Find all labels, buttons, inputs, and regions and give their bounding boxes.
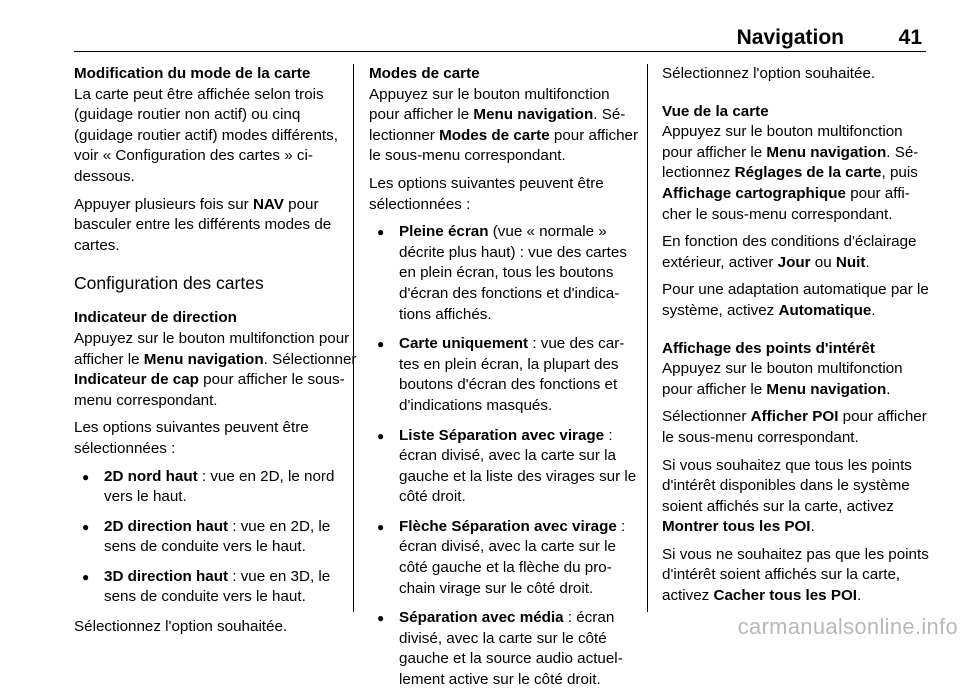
paragraph-options-intro: Les options suivantes peuvent être sélectionnées :	[74, 419, 309, 457]
paragraph-poi-hide-all: Si vous ne souhaitez pas que les points d'intérêt soient affichés sur la carte, activez Cacher tous les POI.	[662, 545, 929, 605]
page-header	[74, 0, 926, 52]
paragraph-day-night: En fonction des conditions d'éclairage extérieur, activer Jour ou Nuit.	[662, 233, 917, 271]
column-1	[74, 64, 358, 645]
paragraph-poi-select: Sélectionner Afficher POI pour afficher le sous-menu correspondant.	[662, 408, 927, 446]
column-2	[369, 64, 639, 700]
list-item: ● Flèche Séparation avec virage : écran divisé, avec la carte sur le côté gauche et la flèche du prochain virage sur le côté droit.	[369, 517, 639, 599]
paragraph-map-view: Appuyez sur le bouton multifonction pour afficher le Menu navigation. Sélectionnez Réglages de la carte, puis Affichage cartographique pour afficher le sous-menu correspondant.	[662, 123, 919, 223]
paragraph-options-intro: Les options suivantes peuvent être sélectionnées :	[369, 174, 604, 213]
paragraph-poi-menu: Appuyez sur le bouton multifonction pour afficher le Menu navigation.	[662, 360, 903, 398]
paragraph-map-modes: Appuyez sur le bouton multifonction pour afficher le Menu navigation. Sélectionner Modes de carte pour afficher le sous-menu correspondant.	[369, 85, 639, 165]
list-item: ● Carte uniquement : vue des cartes en plein écran, la plupart des boutons d'écran des fonctions et d'indications masqués.	[369, 334, 639, 416]
header-title: Navigation	[736, 26, 844, 49]
column-3	[662, 64, 932, 614]
heading-direction-indicator: Indicateur de direction	[74, 309, 237, 327]
heading-map-view: Vue de la carte	[662, 102, 769, 120]
column-divider-2	[647, 64, 648, 612]
list-item: ● 2D nord haut : vue en 2D, le nord vers le haut.	[74, 467, 358, 508]
heading-poi-display: Affichage des points d'intérêt	[662, 339, 875, 357]
paragraph-automatic: Pour une adaptation automatique par le système, activez Automatique.	[662, 281, 929, 319]
paragraph-map-mode: La carte peut être affichée selon trois (guidage routier non actif) ou cinq (guidage routier actif) modes différents, voir « Configuration des cartes » ci-dessous.	[74, 85, 338, 185]
paragraph-nav-button: Appuyer plusieurs fois sur NAV pour basculer entre les différents modes de cartes.	[74, 195, 332, 254]
page-number: 41	[898, 26, 922, 49]
nav-key-label: NAV	[252, 195, 284, 213]
heading-map-modes: Modes de carte	[369, 65, 480, 82]
paragraph-select-option: Sélectionnez l'option souhaitée.	[74, 618, 288, 636]
list-item: ● Liste Séparation avec virage : écran divisé, avec la carte sur la gauche et la liste des virages sur le côté droit.	[369, 426, 639, 508]
list-item: ● Séparation avec média : écran divisé, avec la carte sur le côté gauche et la source audio actuellement active sur le côté droit.	[369, 608, 639, 690]
map-modes-list	[369, 222, 639, 690]
watermark: carmanualsonline.info	[737, 614, 958, 639]
list-item: ● 3D direction haut : vue en 3D, le sens de conduite vers le haut.	[74, 567, 358, 608]
heading-map-mode-change: Modification du mode de la carte	[74, 65, 311, 82]
paragraph-poi-show-all: Si vous souhaitez que tous les points d'intérêt disponibles dans le système soient affichés sur la carte, activez Montrer tous les POI.	[662, 456, 912, 536]
list-item: ● 2D direction haut : vue en 2D, le sens de conduite vers le haut.	[74, 517, 358, 558]
paragraph-direction-indicator: Appuyez sur le bouton multifonction pour afficher le Menu navigation. Sélectionner Indicateur de cap pour afficher le sous-menu correspondant.	[74, 329, 357, 409]
direction-options-list	[74, 467, 358, 609]
paragraph-select-option: Sélectionnez l'option souhaitée.	[662, 65, 876, 82]
heading-map-configuration: Configuration des cartes	[74, 273, 264, 294]
list-item: ● Pleine écran (vue « normale » décrite plus haut) : vue des cartes en plein écran, tous les boutons d'écran des fonctions et d'indications affichés.	[369, 222, 639, 325]
